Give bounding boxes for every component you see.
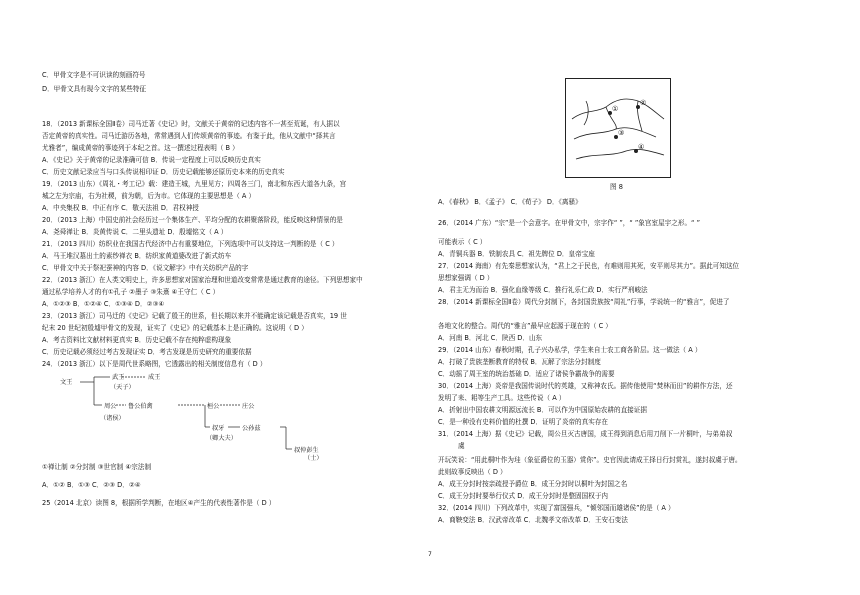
- question-line: 否定黄帝的真实性。司马迁游历各地，常常遇到人们传颂黄帝的事迹。有鉴于此，他从文献中“择其言: [42, 132, 336, 140]
- option-line: C．动摇了周王室的统治基础 D．适应了诸侯争霸战争的需要: [438, 370, 615, 378]
- option-line: C．是一种没有史料价值的杜撰 D．证明了炎帝的真实存在: [438, 418, 609, 426]
- map-label: ②: [640, 99, 647, 107]
- option-line: C．成王分封时要举行仪式 D．成王分封时是整固国权于内: [438, 492, 609, 500]
- question-27: 27．（2014 海南）有先秦思想家认为，“君上之于民也，有难则用其死，安平则尽其力”。据此可知这位: [438, 262, 740, 270]
- map-figure-8: [565, 78, 671, 178]
- option-line: C．甲骨文字是不可识读的刻画符号: [42, 71, 146, 79]
- option-line: A．商鞅变法 B．汉武帝改革 C．北魏孝文帝改革 D．王安石变法: [438, 516, 628, 524]
- question-23: 23．（2013 浙江）司马迁的《史记》记载了殷王的世系，但长期以来并不能确定该记载是否真实，19 世: [42, 312, 347, 320]
- option-line: A．打破了贵族垄断教育的特权 B．瓦解了宗法分封制度: [438, 358, 601, 366]
- question-28: 28．（2014 新课标全国Ⅱ卷）周代分封制下，各封国贵族按“周礼”行事，学说统一的“雅言”，促进了: [438, 298, 730, 306]
- option-line: A．青铜兵器 B．铁制农具 C．祖先牌位 D．皇帝宝座: [438, 250, 595, 258]
- question-24: 24．（2013 浙江）以下是周代世系略图，它透露出的相关制度信息有（ D ）: [42, 360, 267, 368]
- option-line: A．考古资料比文献材料更真实 B．历史记载不存在纯粹虚构现象: [42, 336, 232, 344]
- question-22: 22．（2013 浙江）在人类文明史上，许多思想家对国家治理和世道改变常常是通过教育的途径。下列思想家中: [42, 276, 363, 284]
- tree-label: （天子）: [110, 384, 135, 391]
- tree-label: 叔牙: [212, 425, 225, 432]
- question-line: 各地文化的整合。周代的“雅言”最早应起源于现在的（ C ）: [438, 322, 612, 330]
- option-line: C．甲骨文中关于祭祀蚕神的内容 D．《说文解字》中有关纺织产品的字: [42, 264, 249, 272]
- question-20: 20．（2013 上海）中国史前社会经历过一个集体生产、平均分配的农耕聚落阶段，能反映这种情景的是: [42, 216, 343, 224]
- tree-label: 成王: [148, 374, 161, 381]
- question-line: 思想家强调（ D ）: [438, 274, 494, 282]
- question-26: 26．（2014 广东）“宗”是一个会意字。在甲骨文中，宗字作“ ”，“ ”象宫室屋宇之形。“ ”: [438, 219, 700, 227]
- option-line: A．河南 B．河北 C．陕西 D．山东: [438, 334, 543, 342]
- tree-label: 武王: [112, 374, 125, 381]
- option-line: A．中央集权 B．中正有序 C．敬天法祖 D．君权神授: [42, 204, 199, 212]
- question-line: 通过私学培养人才的有①孔子 ②墨子 ③朱熹 ④王守仁（ C ）: [42, 288, 220, 296]
- tree-label: 叔仲彭生: [294, 447, 319, 454]
- option-line: A．尧舜禅让 B．炎黄传说 C．二里头遗址 D．殷墟铭文（ A ）: [42, 228, 228, 236]
- question-29: 29．（2014 山东）春秋时期，孔子兴办私学，学生来自士农工商各阶层。这一做法（ A ）: [438, 346, 702, 354]
- question-line: 可能表示（ C ）: [438, 238, 487, 246]
- question-32: 32．(2014 四川）下列改革中，实现了富国强兵，“倾邻国而雄诸侯”的是（ A ）: [438, 504, 675, 512]
- option-line: ①禅让制 ②分封制 ③世官制 ④宗法制: [42, 463, 152, 471]
- zhou-lineage-diagram: [60, 374, 360, 462]
- question-line: 纪末 20 世纪初殷墟甲骨文的发现，证实了《史记》的记载基本上是正确的。这说明（ D ）: [42, 324, 308, 332]
- option-line: A．①② B．①③ C．②③ D．②④: [42, 481, 141, 489]
- map-drawing: [566, 79, 670, 177]
- figure-caption: 图 8: [610, 183, 623, 191]
- tree-label: 桓公: [207, 403, 220, 410]
- tree-label: 周公: [104, 403, 117, 410]
- question-line: 城之左为宗庙，右为社稷，前为朝，后为市。它体现的主要思想是（ A ）: [42, 192, 256, 200]
- question-19: 19．（2013 山东）《周礼・考工记》载：建造王城，九里见方；四周各三门，南北和东西大道各九条，宫: [42, 180, 347, 188]
- option-line: C．历史文献记录应当与口头传说相印证 D．历史记载能够还原历史本来的历史真实: [42, 168, 285, 176]
- option-line: D．甲骨文具有现今文字的某些特征: [42, 85, 146, 93]
- option-line: A．君主无为而治 B．强化血缘等级 C．推行礼乐仁政 D．实行严刑峻法: [438, 286, 648, 294]
- map-label: ③: [618, 129, 625, 137]
- question-line: 发明了耒、耜等生产工具。这些传说（ A ）: [438, 394, 566, 402]
- option-line: A．马王堆汉墓出土的素纱禅衣 B．纺织家黄道婆改进了新式纺车: [42, 252, 232, 260]
- question-31: 31．（2014 上海）据《史记》记载，周公旦灭古唐国，成王得到消息后用刀削下一片桐叶，与弟弟叔: [438, 430, 733, 438]
- tree-label: 庄公: [242, 403, 255, 410]
- question-25: 25（2014 北京）读图 8，根据所学判断，在地区④产生的代表性著作是（ D ）: [42, 499, 276, 507]
- question-21: 21．（2013 四川）纺织业在我国古代经济中占有重要地位，下列选项中可以支持这一判断的是（ C ）: [42, 240, 339, 248]
- map-label: ④: [638, 143, 645, 151]
- tree-label: （诸侯）: [100, 415, 125, 422]
- question-line: 尤雅者”，编成黄帝的事迹列于本纪之首。这一撰述过程表明（ B ）: [42, 144, 239, 152]
- option-line: A．折射出中国农耕文明源远流长 B．可以作为中国原始农耕的直接证据: [438, 406, 647, 414]
- option-line: A．成王分封时按亲疏授予爵位 B．成王分封时以桐叶为封国之名: [438, 480, 628, 488]
- question-18: 18．（2013 新课标全国Ⅱ卷）司马迁著《史记》时，文献关于黄帝的记述内容不一甚至荒诞，有人据以: [42, 120, 340, 128]
- question-line: 虞: [458, 442, 465, 450]
- tree-label: 文王: [60, 379, 73, 386]
- question-line: 此则故事反映出（ D ）: [438, 468, 507, 476]
- option-line: A．①②③ B．①②④ C．①③④ D．②③④: [42, 300, 165, 308]
- tree-label: 公孙兹: [242, 425, 261, 432]
- page-number: 7: [428, 551, 432, 558]
- map-label: ①: [612, 105, 619, 113]
- question-30: 30．（2014 上海）炎帝是我国传说时代的英雄，又称神农氏。据传他使用“焚林而田”的耕作方法，还: [438, 382, 733, 390]
- option-line: A．《史记》关于黄帝的记录准确可信 B．传说一定程度上可以反映历史真实: [42, 156, 261, 164]
- tree-label: 鲁公伯禽: [128, 403, 153, 410]
- question-line: 开玩笑说：“用此桐叶作为珪（象征爵位的玉器）赏你”。史官因此请成王择日行封赏礼，遂封叔虞于唐。: [438, 456, 742, 464]
- option-line: C．历史记载必须经过考古发现证实 D．考古发现是历史研究的重要依据: [42, 348, 252, 356]
- tree-label: （卿大夫）: [206, 435, 237, 442]
- tree-label: （士）: [304, 455, 323, 462]
- option-line: A．《春秋》 B．《孟子》 C．《荀子》 D．《离骚》: [438, 198, 582, 206]
